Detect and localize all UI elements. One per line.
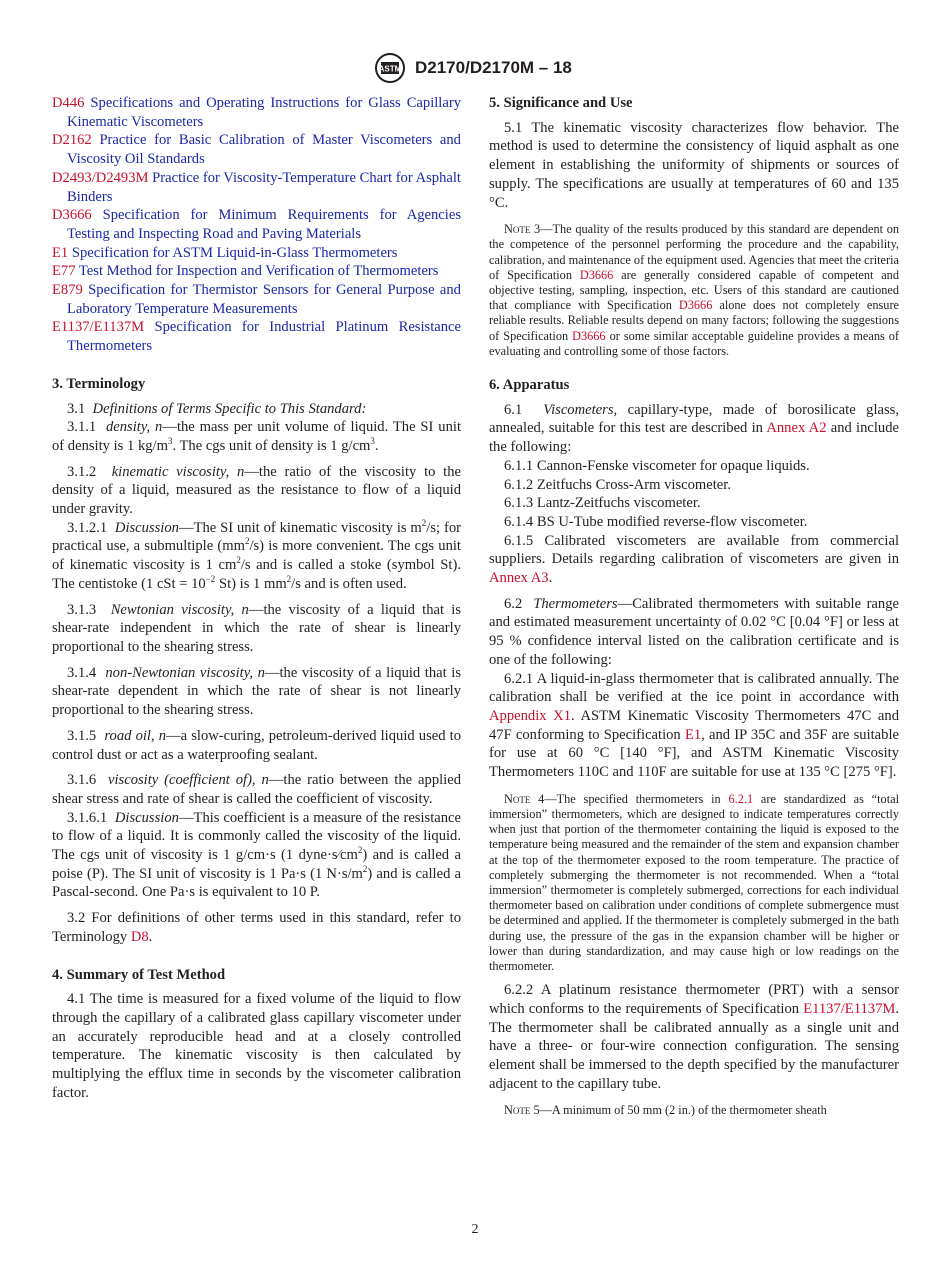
reference-title[interactable]: Specifications and Operating Instructions for Glass Capillary Kinematic Viscometers bbox=[67, 95, 461, 130]
list-item bbox=[52, 281, 461, 318]
referenced-documents-list bbox=[52, 94, 461, 356]
paragraph: 6.1.1 Cannon-Fenske viscometer for opaque liquids. bbox=[504, 457, 810, 474]
note: Note 5—A minimum of 50 mm (2 in.) of the thermometer sheath bbox=[504, 1103, 827, 1118]
paragraph: 3.1.1 density, n—the mass per unit volume of liquid. The SI unit of density is 1 $kg/m^3$. The cgs unit of density is 1 $g/cm^3$. bbox=[52, 419, 461, 454]
reference-title[interactable]: Practice for Viscosity-Temperature Chart for Asphalt Binders bbox=[67, 169, 461, 205]
paragraph: 6.2.1 A liquid-in-glass thermometer that is calibrated annually. The calibration shall be verified at the ice point in accordance with Appendix X1. ASTM Kinematic Viscosity Thermometers 47C and 47F conforming to Specification E1, and IP 35C and 35F are suitable for use at 60 °C [140 °F], and ASTM Kinematic Viscosity Thermometers 110C and 110F are suitable for use at 135 °C [275 °F]. bbox=[489, 670, 899, 781]
reference-title[interactable]: Test Method for Inspection and Verification of Thermometers bbox=[78, 263, 439, 280]
paragraph: 6.1.2 Zeitfuchs Cross-Arm viscometer. bbox=[504, 476, 731, 493]
left-column bbox=[52, 94, 461, 1102]
section-heading: 3. Terminology bbox=[52, 375, 146, 392]
reference-link[interactable]: D3666 bbox=[52, 207, 92, 224]
note: Note 3—The quality of the results produced by this standard are dependent on the competence of the personnel performing the procedure and the capability, calibration, and maintenance of the equipment used. Agencies that meet the criteria of Specification D3666 are generally considered capable of competent and objective testing, sampling, inspection, etc. Users of this standard are cautioned that compliance with Specification D3666 alone does not completely ensure reliable results. Reliable results depend on many factors; following the suggestions of Specification D3666 or some similar acceptable guideline provides a means of evaluating and controlling some of those factors. bbox=[489, 222, 899, 358]
astm-logo-icon bbox=[373, 52, 409, 84]
right-column bbox=[489, 94, 899, 1119]
reference-link[interactable]: E77 bbox=[52, 263, 76, 280]
page-header bbox=[0, 52, 950, 88]
list-item bbox=[52, 262, 461, 281]
annex-link[interactable]: Annex A3 bbox=[489, 570, 549, 587]
reference-link[interactable]: D3666 bbox=[572, 328, 606, 343]
reference-title[interactable]: Specification for ASTM Liquid-in-Glass Thermometers bbox=[71, 244, 398, 261]
note: Note 4—The specified thermometers in 6.2.1 are standardized as “total immersion” thermometers, which are designed to indicate temperatures correctly when just that portion of the thermometer containing the liquid is exposed to the temperature being measured and the remainder of the stem and expansion chamber at the top of the thermometer exposed to the room temperature. The practice of completely submerging the thermometer is not recommended. When a “total immersion” thermometer is completely submerged, corrections for each individual thermometer based on calibration under conditions of complete submergence must be determined and applied. If the thermometer is completely submerged in the bath during use, the pressure of the gas in the expansion chamber will be higher or lower than during standardization, and may cause high or low readings on the thermometer. bbox=[489, 791, 899, 974]
reference-title[interactable]: Specification for Thermistor Sensors for General Purpose and Laboratory Temperature Measurements bbox=[67, 282, 461, 317]
reference-link[interactable]: D8 bbox=[130, 928, 149, 945]
reference-link[interactable]: E1137/E1137M bbox=[803, 1000, 896, 1017]
paragraph: 3.1.4 non-Newtonian viscosity, n—the viscosity of a liquid that is shear-rate dependent in which the rate of shear is not linearly proportional to the shearing stress. bbox=[52, 664, 462, 719]
section-heading: 6. Apparatus bbox=[489, 377, 570, 394]
reference-link[interactable]: D2493/D2493M bbox=[52, 169, 149, 186]
section-heading: 4. Summary of Test Method bbox=[52, 966, 226, 983]
reference-title[interactable]: Specification for Industrial Platinum Resistance Thermometers bbox=[67, 319, 461, 355]
paragraph: 6.1.3 Lantz-Zeitfuchs viscometer. bbox=[504, 495, 701, 512]
reference-title[interactable]: Specification for Minimum Requirements for Agencies Testing and Inspecting Road and Paving Materials bbox=[67, 207, 461, 242]
paragraph: 3.1.5 road oil, n—a slow-curing, petroleum-derived liquid used to control dust or act as a waterproofing sealant. bbox=[52, 727, 461, 763]
annex-link[interactable]: Annex A2 bbox=[766, 420, 827, 437]
list-item bbox=[52, 94, 461, 131]
list-item bbox=[52, 169, 461, 206]
list-item bbox=[52, 131, 461, 168]
document-id: D2170/D2170M – 18 bbox=[415, 58, 572, 77]
section-heading: 5. Significance and Use bbox=[489, 95, 633, 111]
svg-text:ASTM: ASTM bbox=[378, 64, 402, 74]
list-item bbox=[52, 318, 461, 355]
paragraph: 3.1.6.1 Discussion—This coefficient is a measure of the resistance to flow of a liquid. It is commonly called the viscosity of the liquid. The cgs unit of viscosity is 1 g/cm·s (1 $dyne\cdot s⁄cm^2$) and is called a poise (P). The SI unit of viscosity is 1 Pa·s (1 $N\cdot s/m^2$) and is called a Pascal-second. One Pa·s is equivalent to 10 P. bbox=[52, 809, 461, 901]
paragraph: 3.1.2.1 Discussion—The SI unit of kinematic viscosity is $m^2/s$; for practical use, a submultiple $(mm^2/s)$ is more convenient. The cgs unit of kinematic viscosity is 1 $cm^2/s$ and is called a stoke (symbol St). The centistoke (1 cSt = $10^{-2}$ St) is 1 $mm^2/s$ and is often used. bbox=[52, 517, 461, 592]
paragraph: 3.1.3 Newtonian viscosity, n—the viscosity of a liquid that is shear-rate independent in which the rate of shear is linearly proportional to the shearing stress. bbox=[52, 601, 462, 655]
list-item bbox=[52, 244, 461, 263]
paragraph: 6.2.2 A platinum resistance thermometer (PRT) with a sensor which conforms to the requirements of Specification E1137/E1137M. The thermometer shall be calibrated annually as a single unit and have a three- or four-wire connection configuration. The sensing element shall be immersed to the depth specified by the manufacturer adjacent to the capillary tube. bbox=[489, 982, 899, 1092]
reference-link[interactable]: E1137/E1137M bbox=[52, 319, 145, 336]
list-item bbox=[52, 206, 461, 243]
paragraph: 6.2 Thermometers—Calibrated thermometers with suitable range and estimated measurement uncertainty of 0.02 °C [0.04 °F] or less at 95 % confidence interval listed on the calibration certificate and is one of the following: bbox=[489, 595, 899, 668]
paragraph: 3.1.2 kinematic viscosity, n—the ratio of the viscosity to the density of a liquid, measured as the resistance to flow of a liquid under gravity. bbox=[52, 463, 462, 518]
reference-link[interactable]: D2162 bbox=[52, 132, 92, 149]
paragraph: 3.1.6 viscosity (coefficient of), n—the ratio between the applied shear stress and rate of shear is called the coefficient of viscosity. bbox=[52, 772, 462, 807]
reference-link[interactable]: E879 bbox=[52, 282, 83, 299]
reference-link[interactable]: E1 bbox=[684, 726, 702, 743]
appendix-link[interactable]: Appendix X1 bbox=[489, 708, 571, 724]
reference-link[interactable]: E1 bbox=[52, 244, 69, 261]
reference-link[interactable]: D3666 bbox=[678, 298, 713, 313]
paragraph: 6.1.5 Calibrated viscometers are available from commercial suppliers. Details regarding calibration of viscometers are given in Annex A3. bbox=[489, 532, 899, 587]
paragraph: 5.1 The kinematic viscosity characterizes flow behavior. The method is used to determine the consistency of liquid asphalt as one element in establishing the uniformity of shipments or sources of supply. The specifications are usually at temperatures of 60 and 135 °C. bbox=[489, 119, 899, 211]
paragraph: 6.1.4 BS U-Tube modified reverse-flow viscometer. bbox=[504, 513, 808, 530]
paragraph: 4.1 The time is measured for a fixed volume of the liquid to flow through the capillary of a calibrated glass capillary viscometer under an accurately reproducible head and at a closely controlled temperature. The kinematic viscosity is then calculated by multiplying the efflux time in seconds by the viscometer calibration factor. bbox=[52, 991, 461, 1101]
reference-title[interactable]: Practice for Basic Calibration of Master Viscometers and Viscosity Oil Standards bbox=[67, 132, 461, 168]
paragraph: 3.2 For definitions of other terms used in this standard, refer to Terminology D8. bbox=[52, 910, 461, 945]
reference-link[interactable]: D446 bbox=[52, 95, 85, 111]
paragraph: 6.1 Viscometers, capillary-type, made of borosilicate glass, annealed, suitable for this test are described in Annex A2 and include the following: bbox=[489, 401, 899, 456]
reference-link[interactable]: D3666 bbox=[579, 267, 614, 282]
page-number: 2 bbox=[471, 1222, 479, 1237]
paragraph: 3.1 Definitions of Terms Specific to This Standard: bbox=[67, 400, 367, 417]
section-link[interactable]: 6.2.1 bbox=[728, 791, 754, 806]
